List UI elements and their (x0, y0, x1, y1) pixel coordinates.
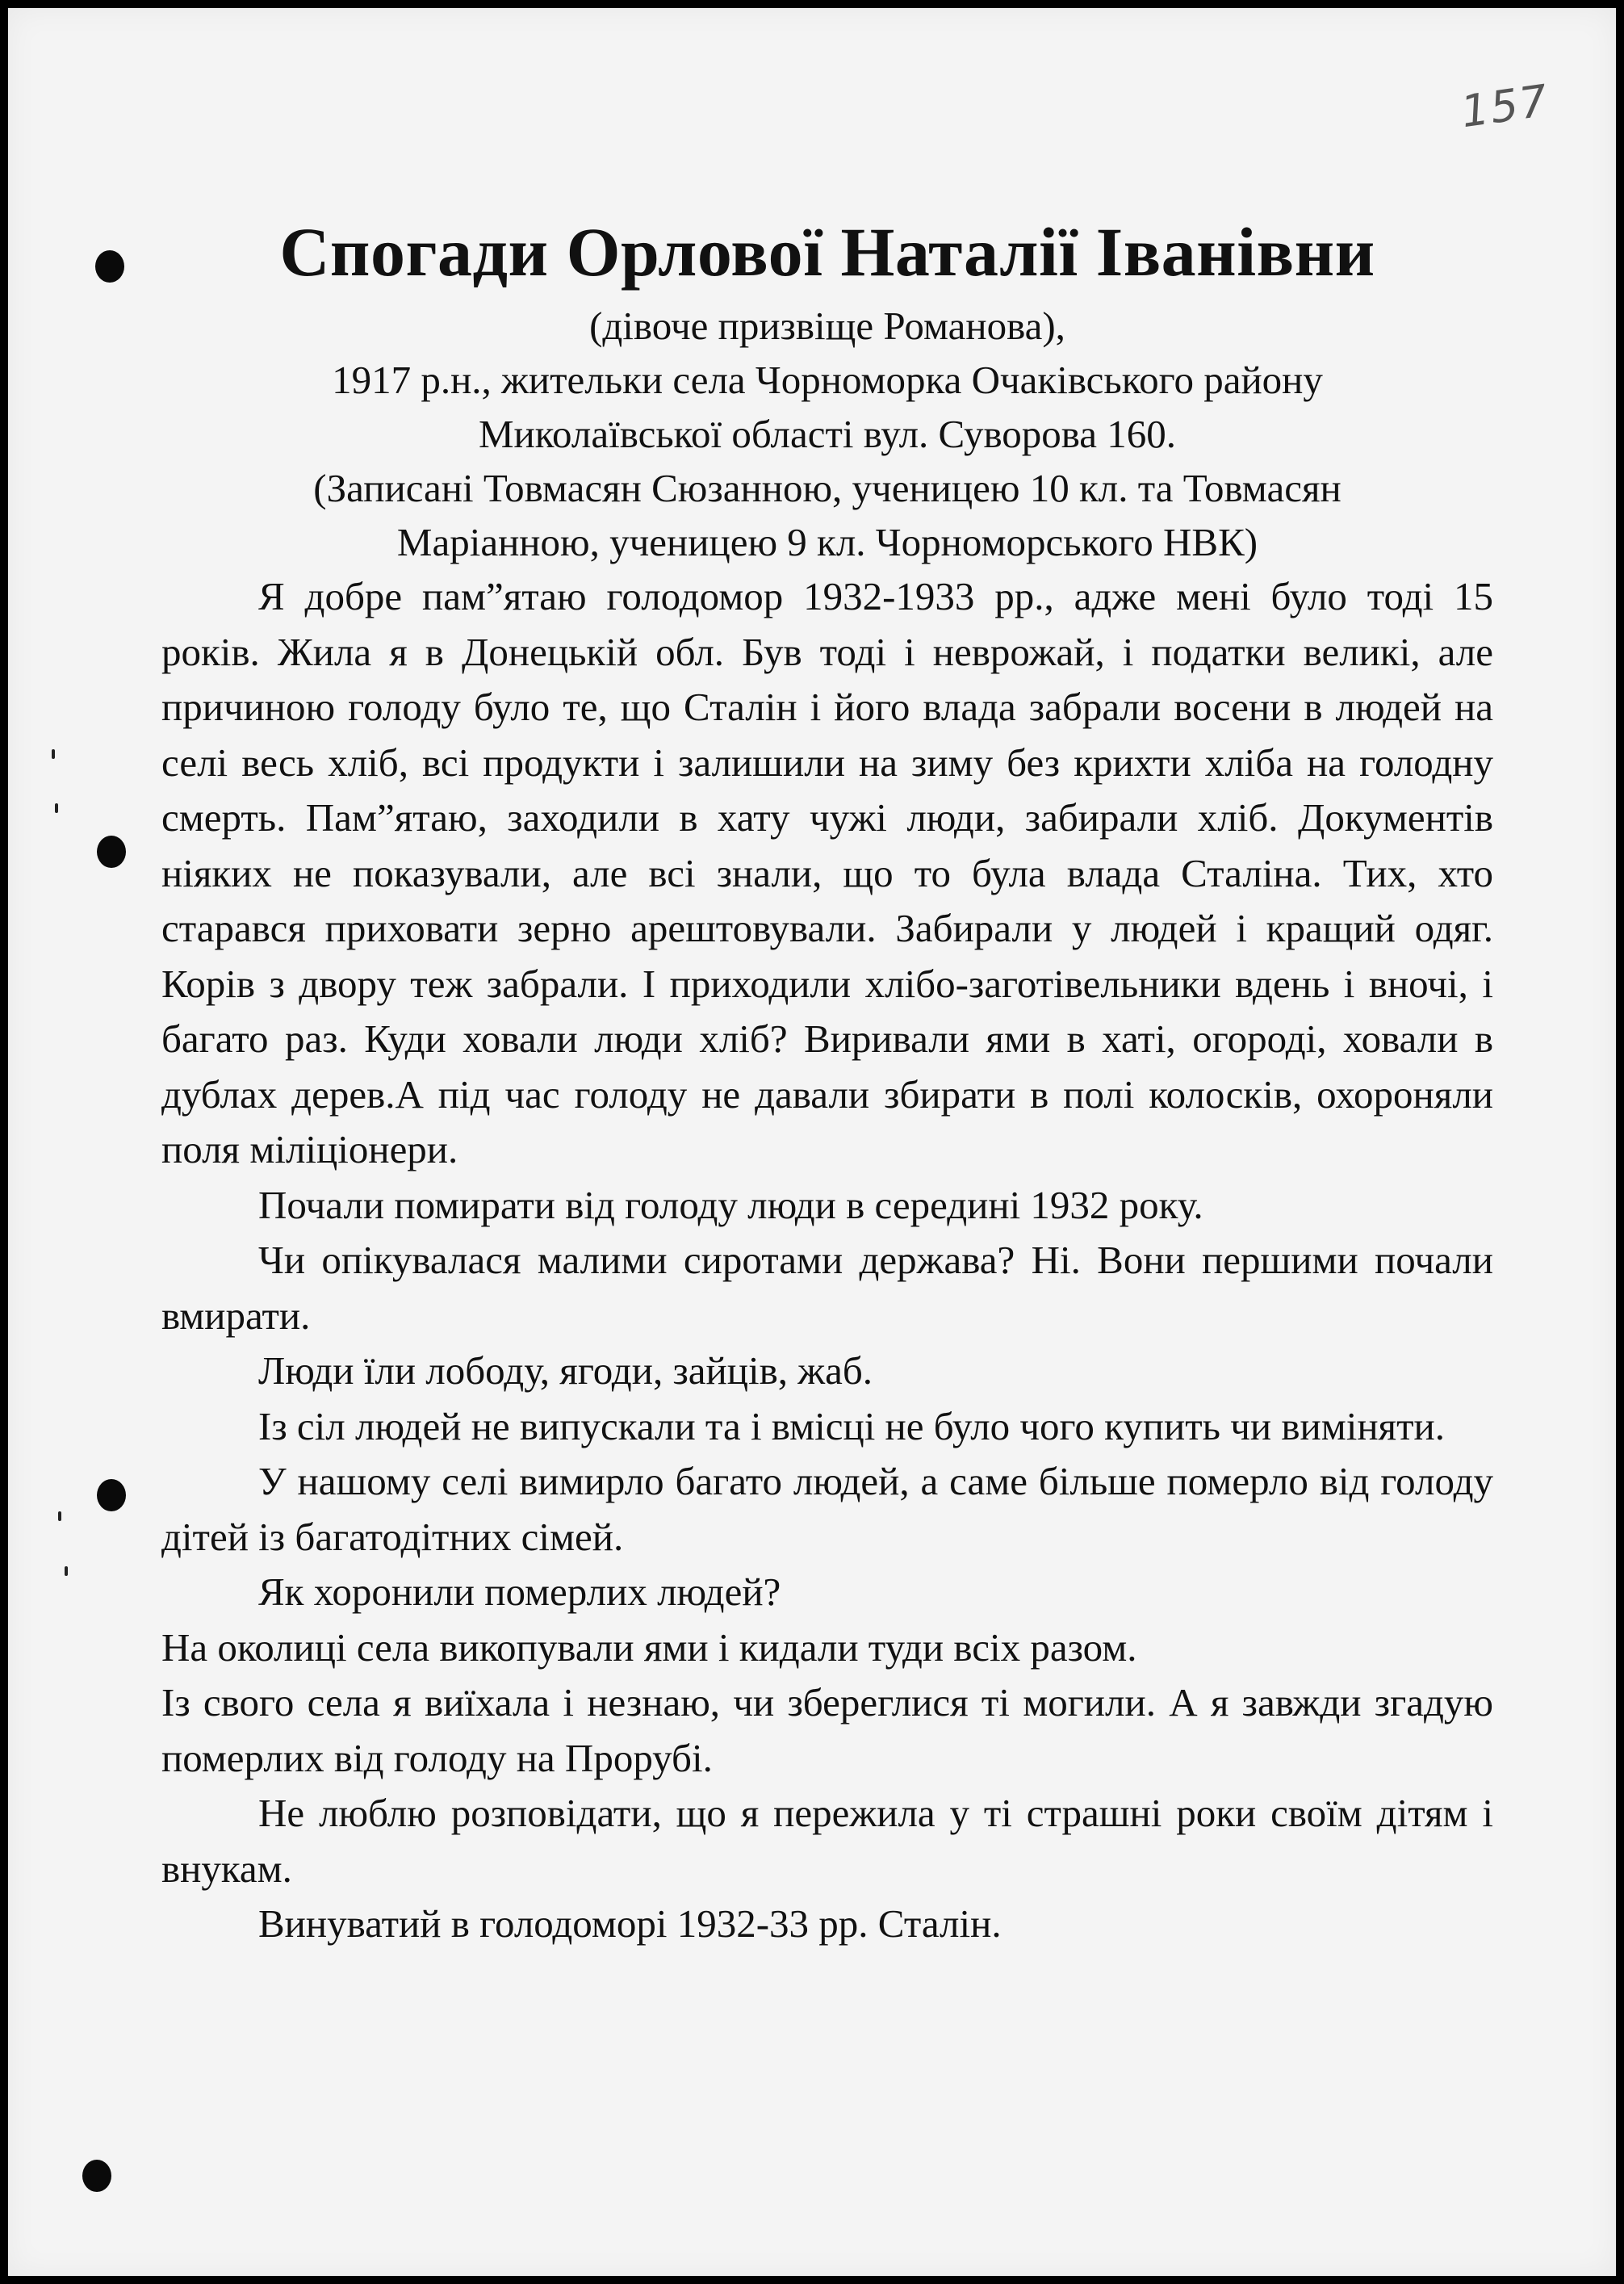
paragraph: Чи опікувалася малими сиротами держава? Ні. Вони першими почали вмирати. (161, 1238, 1493, 1338)
margin-mark-icon (58, 1511, 61, 1521)
subtitle-line: (дівоче призвіще Романова), (589, 304, 1065, 348)
paragraph: Як хоронили померлих людей? (258, 1569, 781, 1614)
subtitle-line: Маріанною, ученицею 9 кл. Чорноморського НВК) (396, 520, 1258, 564)
paragraph: Я добре пам”ятаю голодомор 1932-1933 рр., адже мені було тоді 15 років. Жила я в Донецькій обл. Був тоді і неврожай, і податки великі, але причиною голоду було те, що Сталін і його влада забрали восени в людей на селі весь хліб, всі продукти і залишили на зиму без крихти хліба на голодну смерть. Пам”ятаю, заходили в хату чужі люди, забирали хліб. Документів ніяких не показували, але всі знали, що то була влада Сталіна. Тих, хто старався приховати зерно арештовували. Забирали у людей і кращий одяг. Корів з двору теж забрали. І приходили хлібо-заготівельники вдень і вночі, і багато раз. Куди ховали люди хліб? Виривали ями в хаті, огороді, ховали в дублах дерев.А під час голоду не давали збирати в полі колосків, охороняли поля міліціонери. (161, 574, 1493, 1171)
margin-mark-icon (52, 749, 55, 759)
punch-hole-icon (97, 1479, 126, 1511)
margin-mark-icon (55, 803, 58, 813)
handwritten-page-number: 157 (1458, 74, 1552, 138)
subtitle-line: (Записані Товмасян Сюзанною, ученицею 10 кл. та Товмасян (313, 466, 1341, 510)
paragraph: Не люблю розповідати, що я пережила у ті страшні роки своїм дітям і внукам. (161, 1791, 1493, 1891)
paragraph: Почали помирати від голоду люди в середині 1932 року. (258, 1182, 1203, 1227)
paragraph: Люди їли лободу, ягоди, зайців, жаб. (258, 1348, 873, 1393)
paragraph: Із свого села я виїхала і незнаю, чи збереглися ті могили. А я завжди згадую померлих від голоду на Прорубі. (161, 1680, 1493, 1780)
document-title: Спогади Орлової Наталії Іванівни (279, 213, 1375, 291)
paragraph: У нашому селі вимирло багато людей, а саме більше померло від голоду дітей із багатодітних сімей. (161, 1459, 1493, 1559)
margin-mark-icon (65, 1566, 68, 1576)
punch-hole-icon (97, 836, 126, 868)
paragraph: Із сіл людей не випускали та і вмісці не було чого купить чи виміняти. (258, 1403, 1445, 1448)
paper-sheet (8, 8, 1616, 2276)
punch-hole-icon (95, 250, 124, 283)
punch-hole-icon (82, 2160, 111, 2192)
document-body (161, 206, 1493, 1952)
paragraph: Винуватий в голодоморі 1932-33 рр. Сталін. (258, 1901, 1002, 1946)
subtitle-line: Миколаївської області вул. Суворова 160. (478, 412, 1177, 456)
subtitle-line: 1917 р.н., жительки села Чорноморка Очаківського району (332, 358, 1323, 402)
paragraph: На околиці села викопували ями і кидали туди всіх разом. (161, 1624, 1137, 1670)
